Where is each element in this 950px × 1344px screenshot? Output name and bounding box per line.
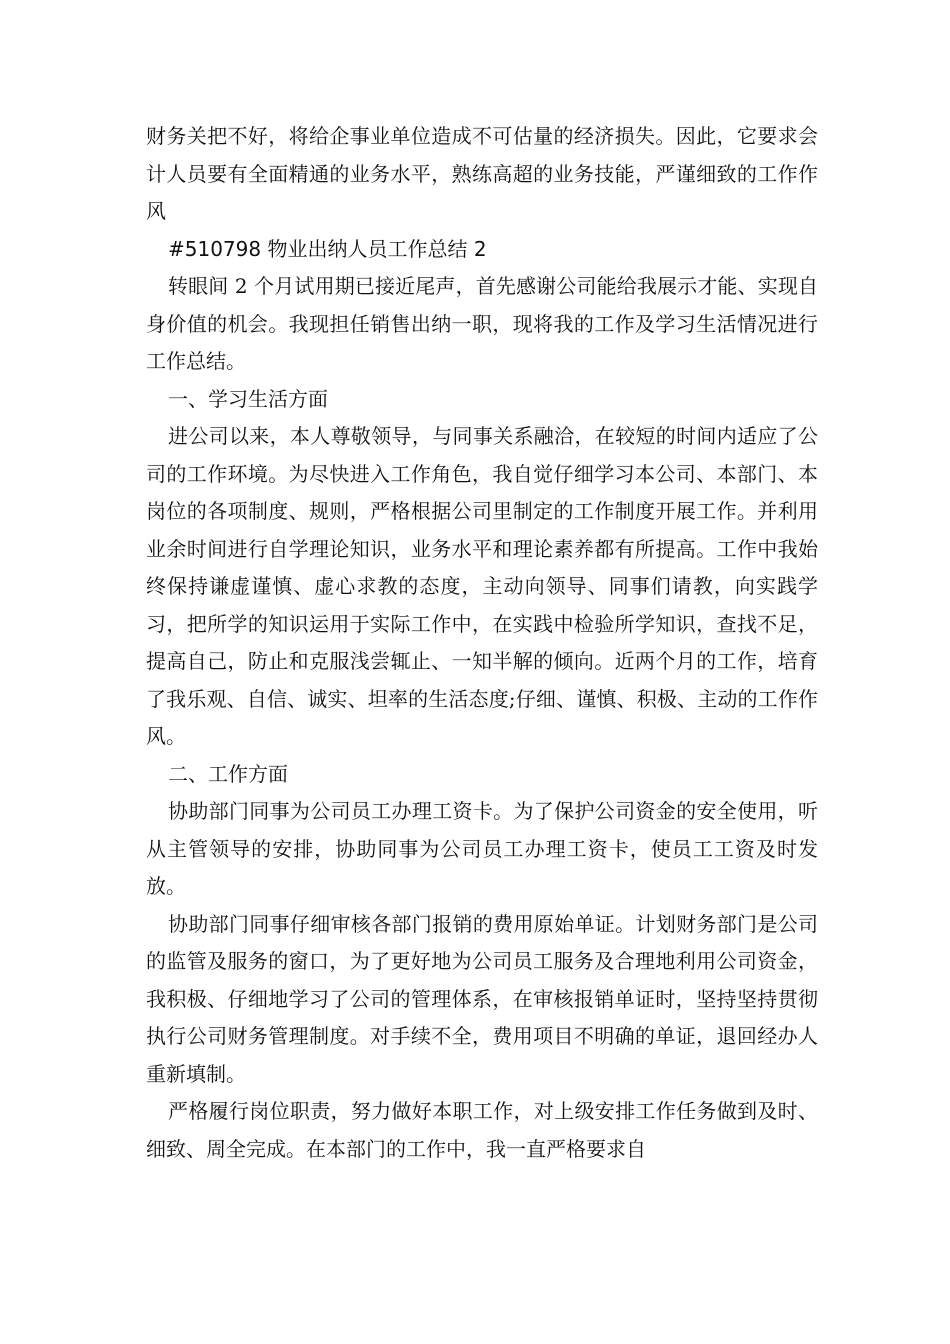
subheading-work: 二、工作方面 — [168, 761, 288, 786]
paragraph-study-life: 进公司以来，本人尊敬领导，与同事关系融洽，在较短的时间内适应了公司的工作环境。为尽快进入工作角色，我自觉仔细学习本公司、本部门、本岗位的各项制度、规则，严格根据公司里制定的工作制度开展工作。并利用业余时间进行自学理论知识，业务水平和理论素养都有所提高。工作中我始终保持谦虚谨慎、虚心求教的态度，主动向领导、同事们请教，向实践学习，把所学的知识运用于实际工作中，在实践中检验所学知识，查找不足，提高自己，防止和克服浅尝辄止、一知半解的倾向。近两个月的工作，培育了我乐观、自信、诚实、坦率的生活态度;仔细、谨慎、积极、主动的工作作风。 — [146, 424, 818, 748]
section-title: #510798 物业出纳人员工作总结 2 — [168, 236, 487, 261]
paragraph-duties: 严格履行岗位职责，努力做好本职工作，对上级安排工作任务做到及时、细致、周全完成。在本部门的工作中，我一直严格要求自 — [146, 1099, 818, 1161]
document-body — [146, 118, 818, 1168]
paragraph-salary-card: 协助部门同事为公司员工办理工资卡。为了保护公司资金的安全使用，听从主管领导的安排，协助同事为公司员工办理工资卡，使员工工资及时发放。 — [146, 799, 818, 898]
paragraph-intro-continuation: 财务关把不好，将给企事业单位造成不可估量的经济损失。因此，它要求会计人员要有全面精通的业务水平，熟练高超的业务技能，严谨细致的工作作风 — [146, 124, 818, 223]
paragraph-expense-review: 协助部门同事仔细审核各部门报销的费用原始单证。计划财务部门是公司的监管及服务的窗口，为了更好地为公司员工服务及合理地利用公司资金，我积极、仔细地学习了公司的管理体系，在审核报销单证时，坚持坚持贯彻执行公司财务管理制度。对手续不全，费用项目不明确的单证，退回经办人重新填制。 — [146, 911, 818, 1086]
paragraph-opening: 转眼间 2 个月试用期已接近尾声，首先感谢公司能给我展示才能、实现自身价值的机会。我现担任销售出纳一职，现将我的工作及学习生活情况进行工作总结。 — [146, 274, 818, 373]
subheading-study-life: 一、学习生活方面 — [168, 386, 328, 411]
